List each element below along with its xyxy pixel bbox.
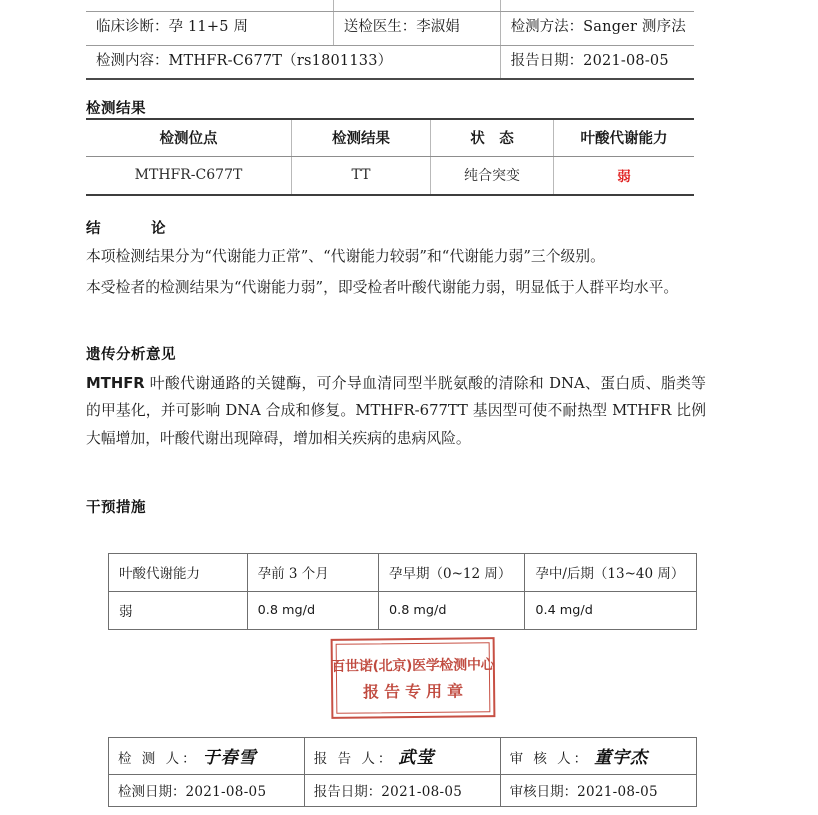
cell-dose-early: 0.8 mg/d bbox=[379, 592, 525, 630]
report-date-value: 2021-08-05 bbox=[381, 784, 463, 800]
intervention-table bbox=[108, 553, 697, 630]
table-row bbox=[86, 157, 694, 196]
table-row-dates bbox=[109, 775, 697, 807]
intervention-heading: 干预措施 bbox=[86, 500, 146, 516]
clipped-cell-3 bbox=[500, 0, 694, 11]
referring-doctor-cell bbox=[333, 11, 500, 45]
table-row bbox=[86, 45, 694, 79]
capacity-value-weak: 弱 bbox=[617, 169, 631, 185]
reviewer-label: 审 核 人： bbox=[509, 751, 591, 767]
report-date-label: 报告日期： bbox=[510, 52, 584, 69]
test-method-value: Sanger 测序法 bbox=[583, 18, 686, 35]
table-header-row bbox=[86, 119, 694, 157]
column-header-locus: 检测位点 bbox=[86, 119, 292, 157]
column-header-capacity: 叶酸代谢能力 bbox=[554, 119, 695, 157]
reviewer-signature: 董宇杰 bbox=[594, 748, 649, 768]
signature-table bbox=[108, 737, 697, 807]
report-date-value: 2021-08-05 bbox=[583, 52, 669, 69]
cell-locus: MTHFR-C677T bbox=[86, 157, 292, 196]
conclusion-paragraph-1: 本项检测结果分为“代谢能力正常”、“代谢能力较弱”和“代谢能力弱”三个级别。 bbox=[86, 248, 605, 265]
conclusion-paragraph-2: 本受检者的检测结果为“代谢能力弱”，即受检者叶酸代谢能力弱，明显低于人群平均水平。 bbox=[86, 279, 679, 296]
reporter-label: 报 告 人： bbox=[313, 751, 395, 767]
tester-signature: 于春雪 bbox=[202, 748, 257, 768]
tester-signature-cell bbox=[109, 738, 305, 775]
reviewer-signature-cell bbox=[500, 738, 696, 775]
seal-inner-border bbox=[331, 642, 495, 714]
report-date-cell bbox=[500, 45, 694, 79]
review-date-label: 审核日期： bbox=[509, 784, 578, 800]
column-header-result: 检测结果 bbox=[292, 119, 431, 157]
table-header-row bbox=[109, 554, 697, 592]
test-method-label: 检测方法： bbox=[510, 18, 584, 35]
genetic-analysis-body bbox=[86, 370, 706, 452]
test-method-cell bbox=[500, 11, 694, 45]
test-date-value: 2021-08-05 bbox=[185, 784, 267, 800]
clinical-diagnosis-label: 临床诊断： bbox=[96, 18, 169, 35]
test-content-value: MTHFR-C677T（rs1801133） bbox=[168, 52, 393, 69]
test-date-label: 检测日期： bbox=[118, 784, 186, 800]
test-date-cell bbox=[109, 775, 305, 807]
cell-status: 纯合突变 bbox=[431, 157, 554, 196]
cell-result: TT bbox=[292, 157, 431, 196]
report-date-label: 报告日期： bbox=[313, 784, 382, 800]
table-row-signatures bbox=[109, 738, 697, 775]
column-header-early-pregnancy: 孕早期（0~12 周） bbox=[379, 554, 525, 592]
clipped-cell-2 bbox=[333, 0, 500, 11]
conclusion-heading: 结 论 bbox=[86, 221, 184, 237]
cell-dose-mid-late: 0.4 mg/d bbox=[525, 592, 697, 630]
cell-dose-pre-pregnancy: 0.8 mg/d bbox=[247, 592, 378, 630]
column-header-pre-pregnancy: 孕前 3 个月 bbox=[247, 554, 378, 592]
seal-purpose-text: 报告专用章 bbox=[363, 680, 469, 702]
genetic-analysis-heading: 遗传分析意见 bbox=[86, 347, 176, 363]
review-date-value: 2021-08-05 bbox=[577, 784, 658, 800]
referring-doctor-label: 送检医生： bbox=[343, 18, 417, 35]
reporter-signature: 武莹 bbox=[398, 748, 435, 768]
table-row-clipped bbox=[86, 0, 694, 11]
cell-capacity: 弱 bbox=[109, 592, 248, 630]
patient-info-table bbox=[86, 0, 694, 80]
column-header-status: 状 态 bbox=[431, 119, 554, 157]
table-row bbox=[109, 592, 697, 630]
clipped-cell-1 bbox=[86, 0, 333, 11]
column-header-capacity: 叶酸代谢能力 bbox=[109, 554, 248, 592]
cell-capacity bbox=[554, 157, 695, 196]
referring-doctor-value: 李淑娟 bbox=[416, 18, 460, 35]
tester-label: 检 测 人： bbox=[118, 751, 199, 767]
seal-organization-name: 百世诺(北京)医学检测中心 bbox=[331, 656, 495, 675]
clinical-diagnosis-cell bbox=[86, 11, 333, 45]
report-date-cell bbox=[304, 775, 500, 807]
clinical-diagnosis-value: 孕 11+5 周 bbox=[168, 18, 249, 35]
official-seal-stamp bbox=[331, 637, 496, 719]
column-header-mid-late-pregnancy: 孕中/后期（13~40 周） bbox=[525, 554, 697, 592]
test-content-label: 检测内容： bbox=[96, 52, 169, 69]
results-heading: 检测结果 bbox=[86, 101, 146, 117]
reporter-signature-cell bbox=[304, 738, 500, 775]
test-results-table bbox=[86, 118, 694, 196]
gene-name-label: MTHFR bbox=[86, 375, 145, 392]
genetic-analysis-text: 叶酸代谢通路的关键酶，可介导血清同型半胱氨酸的清除和 DNA、蛋白质、脂类等的甲基化，并可影响 DNA 合成和修复。MTHFR-677TT 基因型可使不耐热型 MTHFR 比例大幅增加，叶酸代谢出现障碍，增加相关疾病的患病风险。 bbox=[86, 375, 706, 447]
test-content-cell bbox=[86, 45, 500, 79]
table-row bbox=[86, 11, 694, 45]
review-date-cell bbox=[500, 775, 696, 807]
